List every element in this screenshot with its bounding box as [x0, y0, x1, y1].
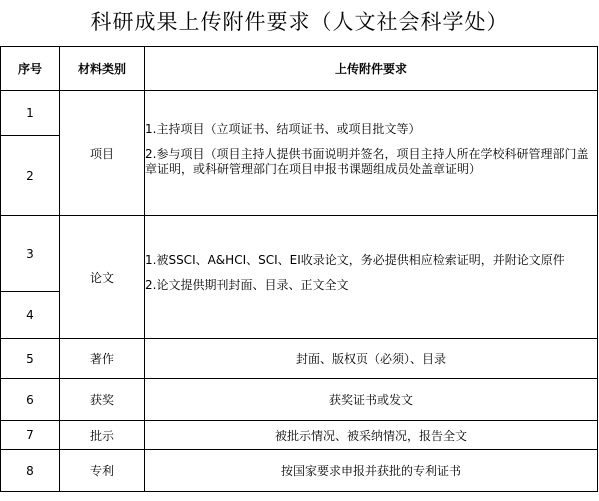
requirement-line: 1.主持项目（立项证书、结项证书、或项目批文等）	[145, 121, 421, 136]
category-cell: 获奖	[60, 379, 145, 421]
row-number: 1	[1, 91, 60, 136]
category-cell: 论文	[60, 216, 145, 339]
row-number: 5	[1, 339, 60, 379]
table-row	[1, 339, 598, 379]
table-row	[1, 450, 598, 492]
page-title: 科研成果上传附件要求（人文社会科学处）	[90, 10, 509, 34]
row-number: 3	[1, 216, 60, 292]
table-row	[1, 421, 598, 450]
table-row	[1, 379, 598, 421]
category-cell: 项目	[60, 91, 145, 216]
requirement-cell: 被批示情况、被采纳情况，报告全文	[145, 421, 598, 450]
category-cell: 专利	[60, 450, 145, 492]
requirement-cell: 按国家要求申报并获批的专利证书	[145, 450, 598, 492]
requirement-cell: 封面、版权页（必须）、目录	[145, 339, 598, 379]
requirements-table	[0, 46, 598, 492]
requirement-cell: 获奖证书或发文	[145, 379, 598, 421]
category-cell: 批示	[60, 421, 145, 450]
requirement-line: 2.论文提供期刊封面、目录、正文全文	[145, 278, 349, 292]
requirement-line: 2.参与项目（项目主持人提供书面说明并签名，项目主持人所在学校科研管理部门盖章证明，或科研管理部门在项目申报书课题组成员处盖章证明）	[145, 146, 589, 176]
requirement-cell	[145, 216, 598, 339]
row-number: 2	[1, 136, 60, 216]
category-cell: 著作	[60, 339, 145, 379]
header-category: 材料类别	[60, 47, 145, 91]
table-row	[1, 91, 598, 136]
row-number: 6	[1, 379, 60, 421]
row-number: 4	[1, 292, 60, 339]
row-number: 7	[1, 421, 60, 450]
table-header-row	[1, 47, 598, 91]
requirement-cell	[145, 91, 598, 216]
requirement-line: 1.被SSCI、A&HCI、SCI、EI收录论文，务必提供相应检索证明，并附论文原件	[145, 253, 565, 267]
header-number: 序号	[1, 47, 60, 91]
header-requirement: 上传附件要求	[145, 47, 598, 91]
table-row	[1, 216, 598, 292]
row-number: 8	[1, 450, 60, 492]
